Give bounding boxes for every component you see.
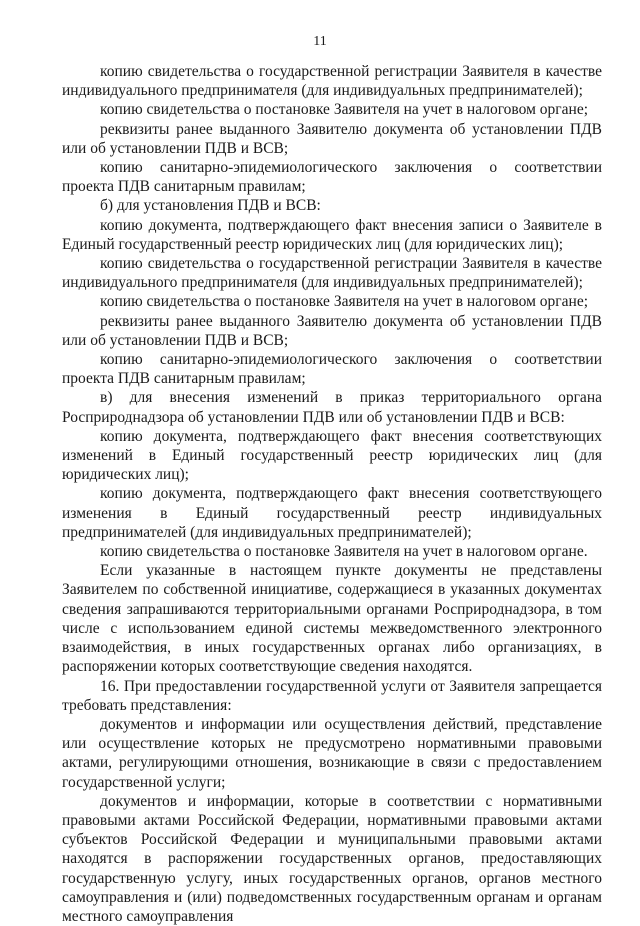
- page-number: 11: [313, 34, 327, 49]
- paragraph: б) для установления ПДВ и ВСВ:: [100, 197, 321, 215]
- paragraph: документов и информации, которые в соответствии с нормативными правовыми актами Российской Федерации, нормативными правовыми актами субъектов Российской Федерации и муниципальными правовыми актами находятся в распоряжении государственных органов, предоставляющих государственную услугу, иных государственных органов, органов местного самоуправления и (или) подведомственных государственным органам и органам местного самоуправления: [62, 792, 602, 925]
- paragraph: копию документа, подтверждающего факт внесения соответствующих изменений в Единый государственный реестр юридических лиц (для юридических лиц);: [62, 427, 602, 484]
- paragraph: копию свидетельства о государственной регистрации Заявителя в качестве индивидуального предпринимателя (для индивидуальных предпринимателей);: [62, 63, 602, 100]
- paragraph: копию документа, подтверждающего факт внесения записи о Заявителе в Единый государственный реестр юридических лиц (для юридических лиц);: [62, 216, 602, 253]
- paragraph: копию санитарно-эпидемиологического заключения о соответствии проекта ПДВ санитарным правилам;: [62, 159, 602, 196]
- paragraph: копию санитарно-эпидемиологического заключения о соответствии проекта ПДВ санитарным правилам;: [62, 351, 602, 388]
- document-body: [62, 62, 602, 926]
- paragraph: копию свидетельства о государственной регистрации Заявителя в качестве индивидуального предпринимателя (для индивидуальных предпринимателей);: [62, 255, 602, 292]
- paragraph: в) для внесения изменений в приказ территориального органа Росприроднадзора об установлении ПДВ или об установлении ПДВ и ВСВ:: [62, 389, 602, 426]
- paragraph: 16. При предоставлении государственной услуги от Заявителя запрещается требовать представления:: [62, 677, 602, 714]
- paragraph: копию документа, подтверждающего факт внесения соответствующего изменения в Единый государственный реестр индивидуальных предпринимателей (для индивидуальных предпринимателей);: [62, 485, 602, 541]
- paragraph: документов и информации или осуществления действий, представление или осуществление которых не предусмотрено нормативными правовыми актами, регулирующими отношения, возникающие в связи с предоставлением государственной услуги;: [62, 715, 602, 791]
- paragraph: копию свидетельства о постановке Заявителя на учет в налоговом органе;: [100, 101, 589, 119]
- paragraph: реквизиты ранее выданного Заявителю документа об установлении ПДВ или об установлении ПДВ и ВСВ;: [62, 312, 602, 349]
- paragraph: копию свидетельства о постановке Заявителя на учет в налоговом органе.: [100, 543, 588, 561]
- paragraph: реквизиты ранее выданного Заявителю документа об установлении ПДВ или об установлении ПДВ и ВСВ;: [62, 120, 602, 157]
- paragraph: Если указанные в настоящем пункте документы не представлены Заявителем по собственной инициативе, содержащиеся в указанных документах сведения запрашиваются территориальными органами Росприроднадзора, в том числе с использованием единой системы межведомственного электронного взаимодействия, в иных государственных органах либо организациях, в распоряжении которых соответствующие сведения находятся.: [62, 562, 602, 676]
- paragraph: копию свидетельства о постановке Заявителя на учет в налоговом органе;: [100, 293, 589, 311]
